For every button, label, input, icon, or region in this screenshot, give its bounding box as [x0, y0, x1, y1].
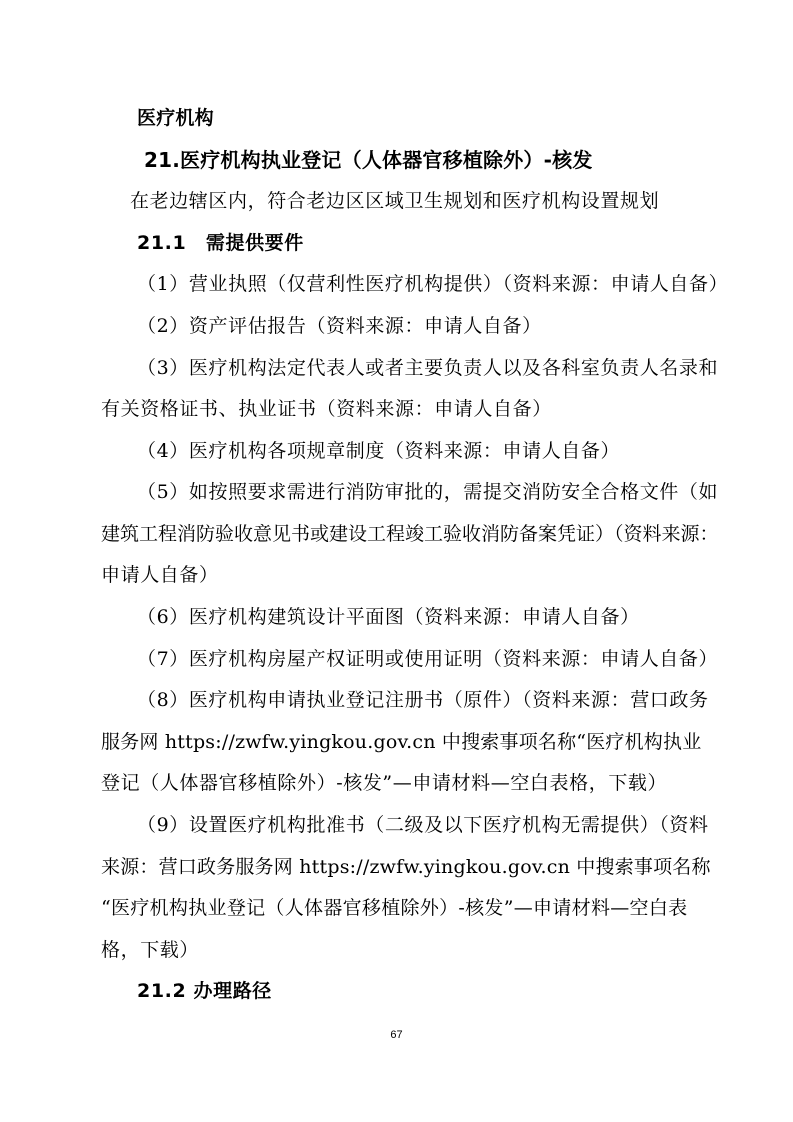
list-item: （4）医疗机构各项规章制度（资料来源：申请人自备） — [137, 440, 621, 462]
list-item: （8）医疗机构申请执业登记注册书（原件）（资料来源：营口政务 — [137, 689, 709, 711]
list-item-continuation: 有关资格证书、执业证书（资料来源：申请人自备） — [101, 398, 552, 420]
list-item-continuation: 来源：营口政务服务网 https://zwfw.yingkou.gov.cn 中搜索事项名称 — [101, 856, 711, 878]
list-item-continuation: 建筑工程消防验收意见书或建设工程竣工验收消防备案凭证）（资料来源： — [101, 523, 719, 545]
item-heading: 21.医疗机构执业登记（人体器官移植除外）-核发 — [144, 148, 593, 172]
list-item: （5）如按照要求需进行消防审批的，需提交消防安全合格文件（如 — [137, 481, 719, 503]
section-title: 医疗机构 — [137, 107, 214, 129]
list-item-continuation: 申请人自备） — [101, 564, 219, 586]
page-number: 67 — [390, 1029, 403, 1041]
scope-text: 在老边辖区内，符合老边区区域卫生规划和医疗机构设置规划 — [130, 190, 660, 212]
list-item-continuation: 服务网 https://zwfw.yingkou.gov.cn 中搜索事项名称“医疗机构执业 — [101, 731, 702, 753]
list-item: （3）医疗机构法定代表人或者主要负责人以及各科室负责人名录和 — [137, 357, 719, 379]
sub-heading-processing-path: 21.2 办理路径 — [137, 980, 272, 1002]
sub-heading-required-documents: 21.1 需提供要件 — [137, 232, 304, 254]
list-item-continuation: “医疗机构执业登记（人体器官移植除外）-核发”—申请材料—空白表 — [101, 897, 688, 919]
list-item: （7）医疗机构房屋产权证明或使用证明（资料来源：申请人自备） — [137, 648, 719, 670]
list-item-continuation: 格，下载） — [101, 939, 200, 961]
list-item: （9）设置医疗机构批准书（二级及以下医疗机构无需提供）（资料 — [137, 814, 709, 836]
list-item: （6）医疗机构建筑设计平面图（资料来源：申请人自备） — [137, 606, 640, 628]
list-item: （2）资产评估报告（资料来源：申请人自备） — [137, 315, 542, 337]
list-item-continuation: 登记（人体器官移植除外）-核发”—申请材料—空白表格，下载） — [101, 772, 668, 794]
list-item: （1）营业执照（仅营利性医疗机构提供）（资料来源：申请人自备） — [137, 273, 729, 295]
